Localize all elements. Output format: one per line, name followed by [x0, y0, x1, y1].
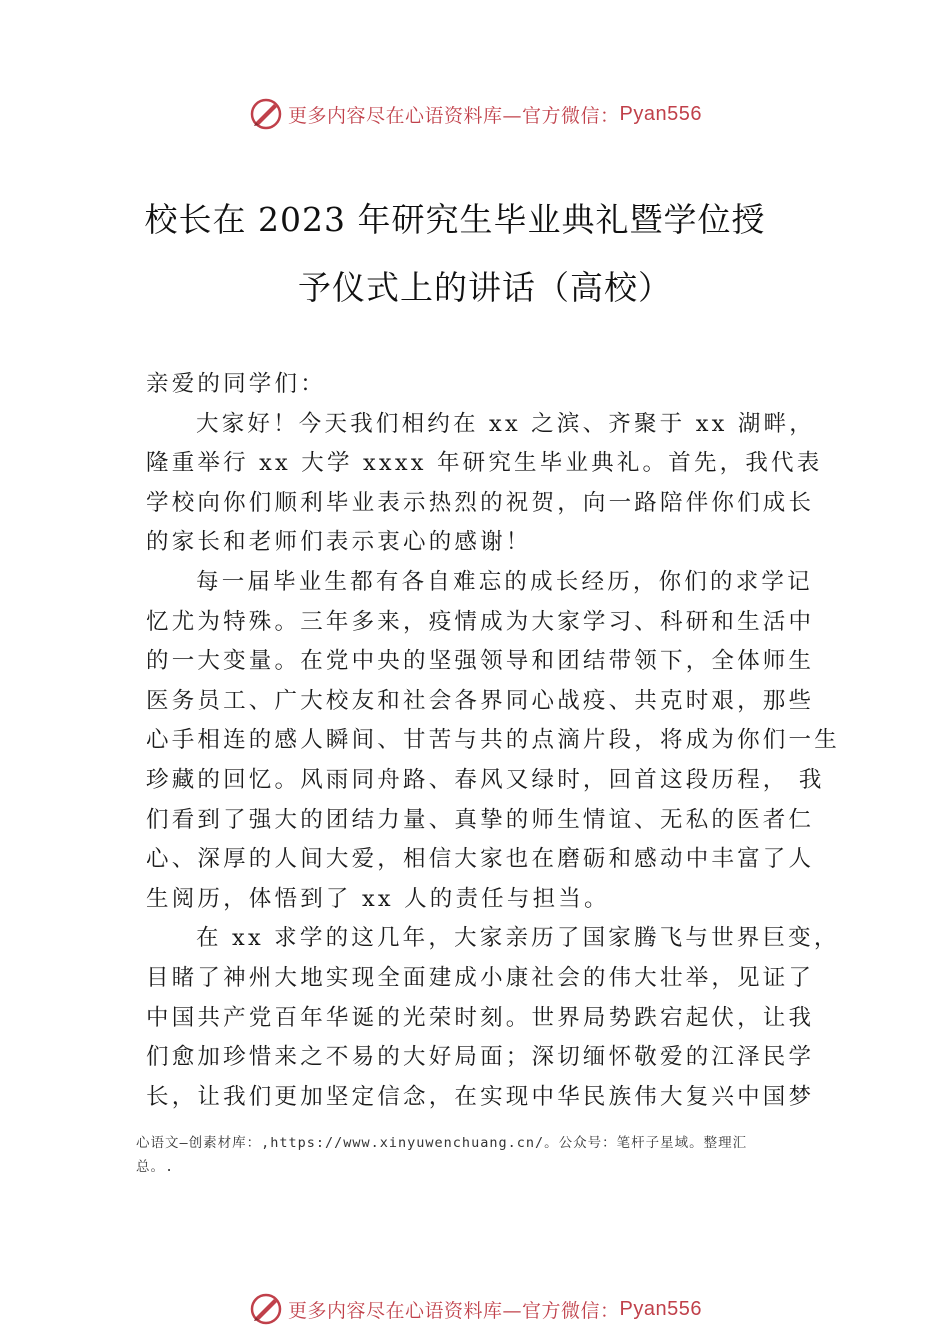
- pen-logo-icon: [248, 1291, 284, 1327]
- body-line: 隆重举行 xx 大学 xxxx 年研究生毕业典礼。首先，我代表: [146, 450, 823, 477]
- body-line: 的一大变量。在党中央的坚强领导和团结带领下，全体师生: [146, 648, 815, 675]
- footer-banner: [0, 1291, 950, 1327]
- body-line: 的家长和老师们表示衷心的感谢！: [146, 529, 532, 556]
- pen-logo-icon: [248, 96, 284, 132]
- body-line: 忆尤为特殊。三年多来，疫情成为大家学习、科研和生活中: [146, 608, 815, 635]
- body-line: 中国共产党百年华诞的光荣时刻。世界局势跌宕起伏，让我: [146, 1004, 815, 1031]
- body-line: 在 xx 求学的这几年，大家亲历了国家腾飞与世界巨变，: [196, 925, 840, 952]
- document-title-line-2: 予仪式上的讲话（高校）: [298, 268, 672, 307]
- body-line: 心手相连的感人瞬间、甘苦与共的点滴片段，将成为你们一生: [146, 727, 840, 754]
- banner-wechat-id: Pyan556: [619, 1297, 702, 1320]
- body-line: 医务员工、广大校友和社会各界同心战疫、共克时艰，那些: [146, 687, 815, 714]
- document-title-line-1: 校长在 2023 年研究生毕业典礼暨学位授: [144, 200, 766, 239]
- body-line: 学校向你们顺利毕业表示热烈的祝贺，向一路陪伴你们成长: [146, 489, 815, 516]
- header-banner: [0, 96, 950, 132]
- body-line: 珍藏的回忆。风雨同舟路、春风又绿时，回首这段历程， 我: [146, 766, 825, 793]
- source-footer: [136, 1131, 842, 1179]
- banner-wechat-id: Pyan556: [619, 102, 702, 125]
- body-line: 目睹了神州大地实现全面建成小康社会的伟大壮举，见证了: [146, 964, 815, 991]
- footer-line-2: 总。.: [136, 1159, 175, 1175]
- banner-main-text: 更多内容尽在心语资料库—: [288, 104, 523, 127]
- document-body: [146, 365, 840, 1117]
- banner-main-text: 更多内容尽在心语资料库—: [288, 1299, 523, 1322]
- salutation: 亲爱的同学们：: [146, 371, 326, 397]
- banner-wechat-label: 官方微信：: [522, 104, 620, 127]
- body-line: 生阅历，体悟到了 xx 人的责任与担当。: [146, 885, 610, 912]
- body-line: 们愈加珍惜来之不易的大好局面；深切缅怀敬爱的江泽民学: [146, 1044, 815, 1071]
- body-line: 每一届毕业生都有各自难忘的成长经历，你们的求学记: [196, 568, 813, 595]
- banner-wechat-label: 官方微信：: [522, 1299, 620, 1322]
- body-line: 大家好！今天我们相约在 xx 之滨、齐聚于 xx 湖畔，: [196, 410, 815, 437]
- body-line: 们看到了强大的团结力量、真挚的师生情谊、无私的医者仁: [146, 806, 815, 833]
- footer-line-1: 心语文—创素材库：,https://www.xinyuwenchuang.cn/。公众号：笔杆子星域。整理汇: [136, 1135, 748, 1151]
- body-line: 心、深厚的人间大爱，相信大家也在磨砺和感动中丰富了人: [146, 846, 815, 873]
- body-line: 长，让我们更加坚定信念，在实现中华民族伟大复兴中国梦: [146, 1083, 815, 1110]
